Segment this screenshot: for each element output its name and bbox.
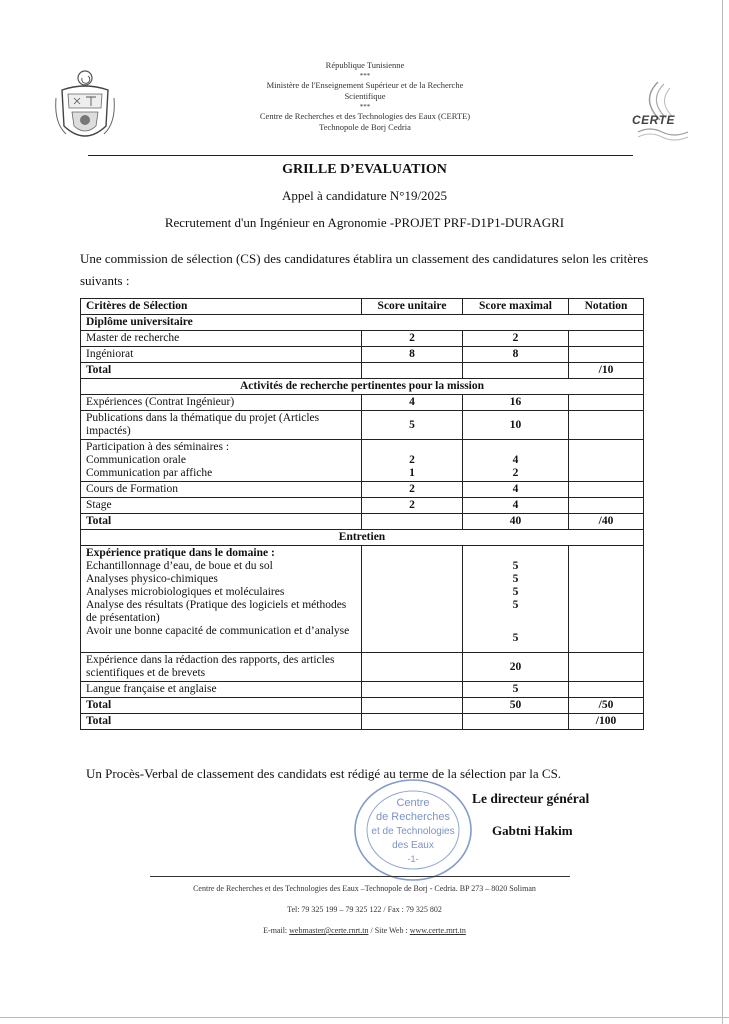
table-row: [81, 482, 644, 498]
website-link[interactable]: www.certe.rnrt.tn: [409, 926, 466, 935]
section-row: [81, 530, 644, 546]
total-row: [81, 698, 644, 714]
poster-max: 2: [512, 467, 519, 479]
header-divider: [88, 155, 633, 156]
total-notation: /50: [569, 698, 644, 714]
grand-total-row: [81, 714, 644, 730]
empty-cell: [463, 363, 569, 379]
max-score: 16: [463, 395, 569, 411]
notation-cell[interactable]: [569, 482, 644, 498]
section-title-diploma: Diplôme universitaire: [81, 315, 644, 331]
stamp-line: de Recherches: [376, 811, 450, 823]
total-label: Total: [81, 698, 362, 714]
header-criteria: Critères de Sélection: [81, 299, 362, 315]
practical-item: Analyse des résultats (Pratique des logiciels et méthodes de présentation): [86, 599, 347, 624]
empty-cell: [362, 653, 463, 682]
max-score: 4: [463, 482, 569, 498]
criteria-label: Expériences (Contrat Ingénieur): [81, 395, 362, 411]
footer-address: Centre de Recherches et des Technologies des Eaux –Technopole de Borj - Cedria. BP 273 – 8020 Soliman: [193, 884, 536, 893]
seminar-title: Participation à des séminaires :: [86, 441, 230, 453]
table-row: [81, 347, 644, 363]
practical-item: Analyses microbiologiques et moléculaires: [86, 586, 285, 598]
empty-cell: [463, 714, 569, 730]
max-score: [463, 546, 569, 653]
minutes-note: Un Procès-Verbal de classement des candidats est rédigé au terme de la sélection par la CS.: [86, 766, 562, 781]
section-row: [81, 315, 644, 331]
header-notation: Notation: [569, 299, 644, 315]
notation-cell[interactable]: [569, 331, 644, 347]
header-separator: ***: [359, 71, 371, 80]
notation-cell[interactable]: [569, 653, 644, 682]
header-ministry: Ministère de l'Enseignement Supérieur et de la Recherche Scientifique: [266, 79, 464, 101]
recruitment-title: Recrutement d'un Ingénieur en Agronomie -PROJET PRF-D1P1-DURAGRI: [164, 215, 565, 230]
seminar-oral: Communication orale: [86, 454, 186, 466]
page-edge-bottom: [0, 1017, 729, 1018]
table-row: [81, 395, 644, 411]
practical-item: Echantillonnage d’eau, de boue et du sol: [86, 560, 273, 572]
practical-max: 5: [512, 560, 519, 572]
total-max: 40: [463, 514, 569, 530]
empty-cell: [362, 714, 463, 730]
notation-cell[interactable]: [569, 395, 644, 411]
call-number: Appel à candidature N°19/2025: [281, 188, 448, 203]
practical-max: 5: [512, 599, 519, 611]
max-score: 8: [463, 347, 569, 363]
criteria-label: Expérience dans la rédaction des rapports, des articles scientifiques et de brevets: [81, 653, 362, 682]
spacer: [468, 547, 563, 560]
stamp-line: des Eaux: [392, 840, 434, 851]
criteria-label: Publications dans la thématique du projet (Articles impactés): [81, 411, 362, 440]
criteria-label: Cours de Formation: [81, 482, 362, 498]
header-country: République Tunisienne: [325, 60, 405, 70]
practical-max: 5: [512, 586, 519, 598]
total-notation: /40: [569, 514, 644, 530]
unit-score: 5: [362, 411, 463, 440]
total-label: Total: [81, 514, 362, 530]
total-notation: /10: [569, 363, 644, 379]
practical-title: Expérience pratique dans le domaine :: [86, 547, 275, 559]
notation-cell[interactable]: [569, 546, 644, 653]
criteria-label-practical: [81, 546, 362, 653]
max-score: 20: [463, 653, 569, 682]
certe-logo-text: CERTE: [632, 113, 675, 127]
practical-max: 5: [512, 573, 519, 585]
section-title-interview: Entretien: [81, 530, 644, 546]
max-score: 4: [463, 498, 569, 514]
unit-score: 2: [362, 498, 463, 514]
grand-total-label: Total: [81, 714, 362, 730]
unit-score: 2: [362, 482, 463, 498]
notation-cell[interactable]: [569, 682, 644, 698]
evaluation-grid-table: [80, 298, 644, 730]
practical-max: 5: [512, 632, 519, 644]
total-row: [81, 514, 644, 530]
unit-score: [362, 440, 463, 482]
intro-paragraph: Une commission de sélection (CS) des candidatures établira un classement des candidatures selon les critères suivants :: [80, 251, 649, 288]
email-link[interactable]: webmaster@certe.rnrt.tn: [289, 926, 369, 935]
notation-cell[interactable]: [569, 347, 644, 363]
practical-item: Avoir une bonne capacité de communication et d’analyse: [86, 625, 350, 637]
empty-cell: [362, 514, 463, 530]
table-row: [81, 682, 644, 698]
stamp-line: et de Technologies: [371, 826, 455, 837]
notation-cell[interactable]: [569, 498, 644, 514]
poster-unit: 1: [409, 467, 415, 479]
total-row: [81, 363, 644, 379]
tunisia-emblem-icon: [52, 68, 118, 148]
notation-cell[interactable]: [569, 411, 644, 440]
max-score: [463, 440, 569, 482]
footer-contact: [0, 926, 729, 935]
table-row: [81, 498, 644, 514]
stamp-line: -1-: [407, 854, 419, 864]
header-separator: ***: [359, 102, 371, 111]
signer-title: Le directeur général: [472, 791, 590, 806]
email-label: E-mail:: [263, 926, 288, 935]
table-row: [81, 653, 644, 682]
oral-max: 4: [512, 454, 519, 466]
criteria-label: Stage: [81, 498, 362, 514]
criteria-label: Master de recherche: [81, 331, 362, 347]
table-header-row: [81, 299, 644, 315]
empty-cell: [362, 363, 463, 379]
table-row: [81, 411, 644, 440]
empty-cell: [362, 546, 463, 653]
header-centre: Centre de Recherches et des Technologies des Eaux (CERTE): [259, 110, 471, 121]
table-row: [81, 331, 644, 347]
header-unit-score: Score unitaire: [362, 299, 463, 315]
criteria-label: Ingéniorat: [81, 347, 362, 363]
practical-item: Analyses physico-chimiques: [86, 573, 218, 585]
criteria-label-seminars: [81, 440, 362, 482]
page-edge-right: [722, 0, 723, 1024]
empty-cell: [362, 682, 463, 698]
notation-cell[interactable]: [569, 440, 644, 482]
footer-divider: [150, 876, 570, 877]
stamp-line: Centre: [396, 797, 430, 809]
certe-logo-icon: [630, 80, 692, 142]
header-max-score: Score maximal: [463, 299, 569, 315]
section-row: [81, 379, 644, 395]
max-score: 5: [463, 682, 569, 698]
table-row: [81, 546, 644, 653]
official-stamp-icon: [350, 776, 476, 884]
footer-phone: Tel: 79 325 199 – 79 325 122 / Fax : 79 325 802: [287, 905, 442, 914]
web-label: / Site Web :: [370, 926, 408, 935]
seminar-poster: Communication par affiche: [86, 467, 213, 479]
total-label: Total: [81, 363, 362, 379]
unit-score: 2: [362, 331, 463, 347]
table-row: [81, 440, 644, 482]
header-technopole: Technopole de Borj Cedria: [319, 122, 411, 132]
max-score: 10: [463, 411, 569, 440]
max-score: 2: [463, 331, 569, 347]
section-title-research: Activités de recherche pertinentes pour la mission: [81, 379, 644, 395]
oral-unit: 2: [409, 454, 415, 466]
empty-cell: [362, 698, 463, 714]
grand-total-notation: /100: [569, 714, 644, 730]
signer-name: Gabtni Hakim: [492, 823, 573, 838]
unit-score: 4: [362, 395, 463, 411]
total-max: 50: [463, 698, 569, 714]
document-title: GRILLE D’EVALUATION: [282, 162, 447, 177]
criteria-label: Langue française et anglaise: [81, 682, 362, 698]
institution-header: [250, 60, 480, 134]
unit-score: 8: [362, 347, 463, 363]
